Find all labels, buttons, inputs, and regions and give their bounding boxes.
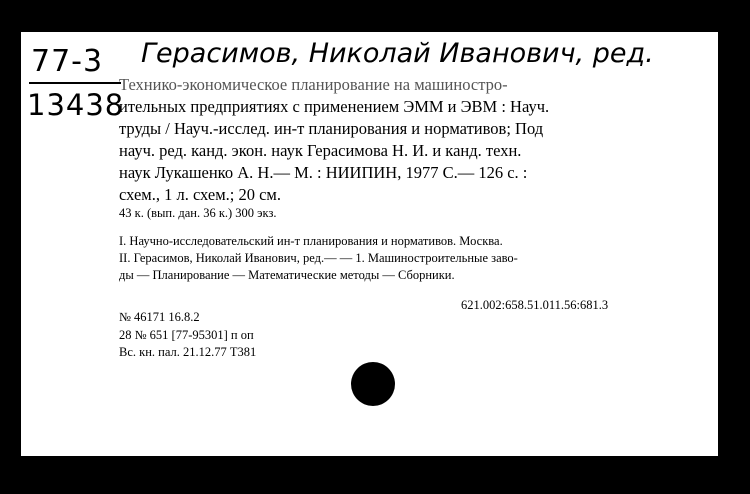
body-line: наук Лукашенко А. Н.— М. : НИИПИН, 1977 С.— 126 с. :: [119, 163, 528, 182]
tracing-line: I. Научно-исследовательский ин-т планирования и нормативов. Москва.: [119, 234, 503, 248]
punch-hole: [351, 362, 395, 406]
classification-index: 621.002:658.51.011.56:681.3: [461, 298, 609, 312]
underline: [29, 82, 121, 84]
body-line: Технико-экономическое планирование на машиностро-: [119, 75, 508, 94]
body-line: науч. ред. канд. экон. наук Герасимова Н. И. и канд. техн.: [119, 141, 522, 160]
call-number-1: 77-3: [31, 44, 104, 79]
registration-line: Вс. кн. пал. 21.12.77 Т381: [119, 345, 257, 359]
tracing-line: II. Герасимов, Николай Иванович, ред.— — 1. Машиностроительные заво-: [119, 251, 518, 265]
heading-author: Герасимов, Николай Иванович, ред.: [141, 38, 654, 69]
catalog-card: [21, 32, 718, 456]
body-line: труды / Науч.-исслед. ин-т планирования и нормативов; Под: [119, 119, 544, 138]
body-line: схем., 1 л. схем.; 20 см.: [119, 185, 282, 204]
registration-line: № 46171 16.8.2: [119, 310, 200, 324]
body-line: ительных предприятиях с применением ЭММ и ЭВМ : Науч.: [119, 97, 550, 116]
call-number-2: 13438: [27, 88, 125, 122]
price-line: 43 к. (вып. дан. 36 к.) 300 экз.: [119, 206, 277, 220]
tracing-line: ды — Планирование — Математические методы — Сборники.: [119, 268, 455, 282]
registration-line: 28 № 651 [77-95301] п оп: [119, 328, 254, 342]
